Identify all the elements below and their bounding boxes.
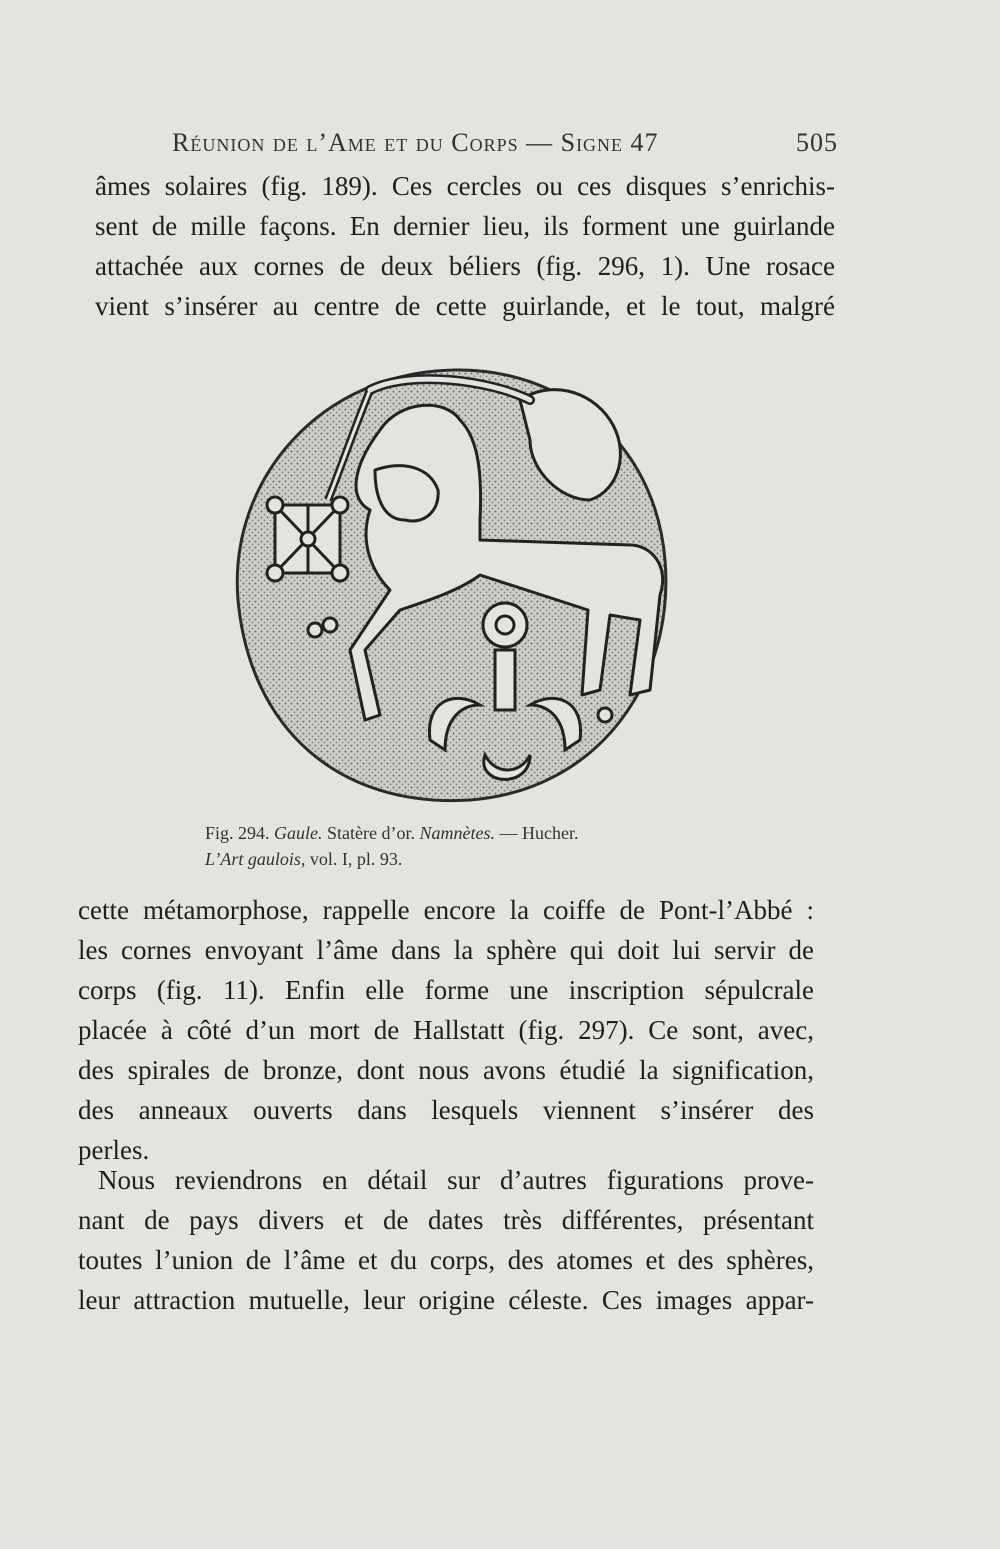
text-line: Nous reviendrons en détail sur d’autres figurations prove- xyxy=(98,1165,814,1195)
running-head-title: Réunion de l’Ame et du Corps — Signe 47 xyxy=(172,128,659,157)
text-line: leur attraction mutuelle, leur origine céleste. Ces images appar- xyxy=(78,1285,814,1315)
text-line: sent de mille façons. En dernier lieu, ils forment une guirlande xyxy=(95,211,835,241)
paragraph-2 xyxy=(78,890,814,1170)
text-line: corps (fig. 11). Enfin elle forme une inscription sépulcrale xyxy=(78,975,814,1005)
caption-fig-number: Fig. 294. xyxy=(205,823,270,843)
caption-author: — Hucher. xyxy=(499,823,579,843)
figure-caption xyxy=(205,820,705,872)
caption-reference: vol. I, pl. 93. xyxy=(309,849,403,869)
paragraph-1 xyxy=(95,166,835,326)
rosace xyxy=(267,497,348,581)
text-line: toutes l’union de l’âme et du corps, des atomes et des sphères, xyxy=(78,1245,814,1275)
text-line: nant de pays divers et de dates très différentes, présentant xyxy=(78,1205,814,1235)
caption-people: Namnètes. xyxy=(419,823,495,843)
text-line: attachée aux cornes de deux béliers (fig. 296, 1). Une rosace xyxy=(95,251,835,281)
coin-figure xyxy=(230,360,680,810)
running-head xyxy=(172,128,838,164)
paragraph-3 xyxy=(78,1160,814,1320)
text-line: vient s’insérer au centre de cette guirlande, et le tout, malgré xyxy=(95,291,835,321)
caption-place: Gaule. xyxy=(274,823,323,843)
caption-work: L’Art gaulois, xyxy=(205,849,306,869)
text-line: perles. xyxy=(78,1135,150,1165)
text-line: des anneaux ouverts dans lesquels viennent s’insérer des xyxy=(78,1095,814,1125)
text-line: les cornes envoyant l’âme dans la sphère qui doit lui servir de xyxy=(78,935,814,965)
text-line: cette métamorphose, rappelle encore la coiffe de Pont-l’Abbé : xyxy=(78,895,814,925)
page-number: 505 xyxy=(796,128,838,157)
caption-object: Statère d’or. xyxy=(327,823,415,843)
gold-stater-illustration xyxy=(230,360,680,810)
text-line: placée à côté d’un mort de Hallstatt (fig. 297). Ce sont, avec, xyxy=(78,1015,814,1045)
text-line: des spirales de bronze, dont nous avons étudié la signification, xyxy=(78,1055,814,1085)
text-line: âmes solaires (fig. 189). Ces cercles ou ces disques s’enrichis- xyxy=(95,171,835,201)
